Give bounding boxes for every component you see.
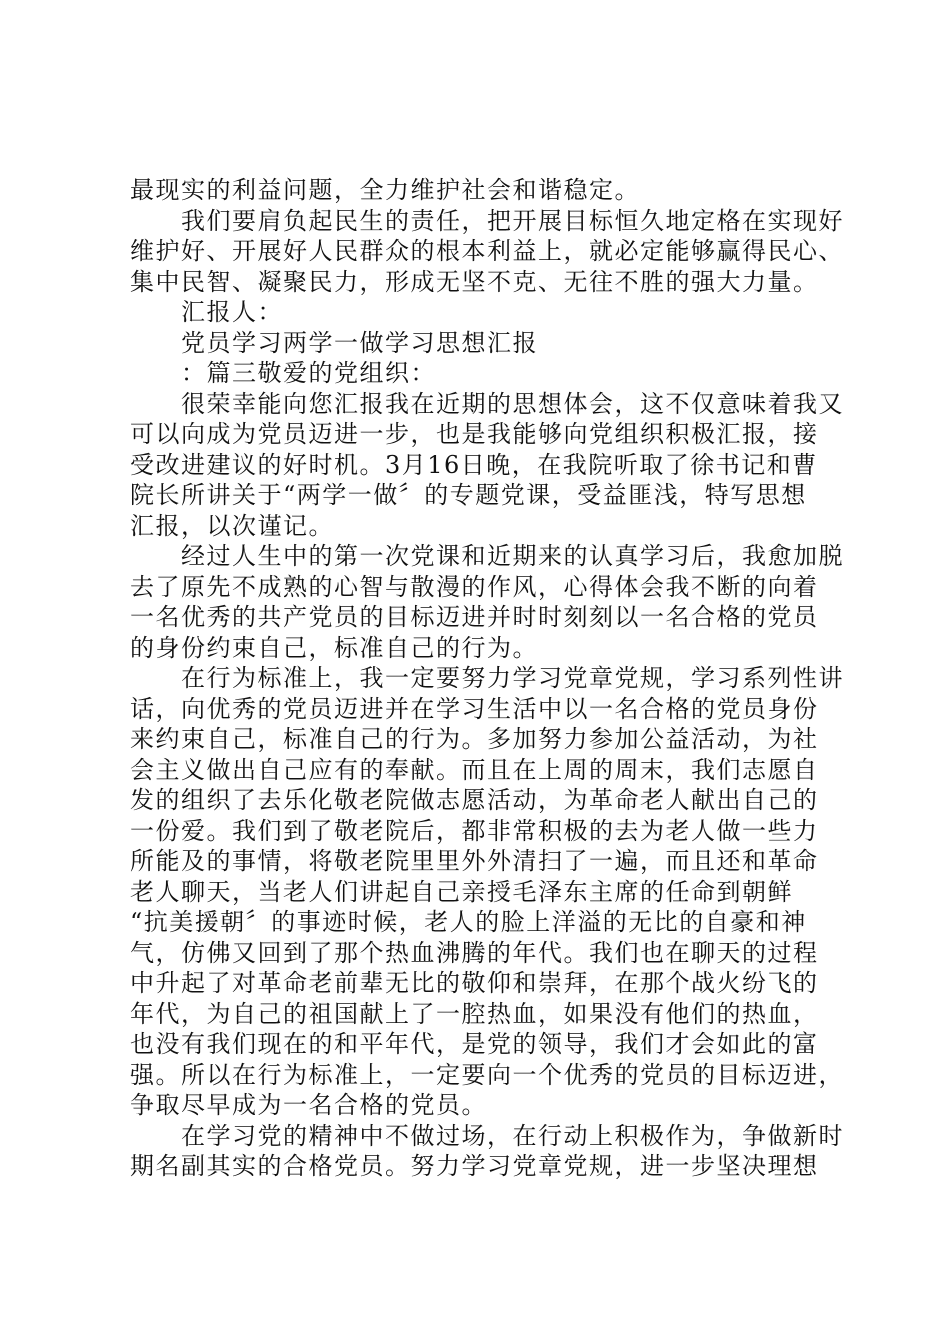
- section-title: [130, 328, 890, 359]
- text-line: 在学习党的精神中不做过场，在行动上积极作为，争做新时: [181, 1121, 844, 1150]
- text-line: “抗美援朝〞的事迹时候，老人的脸上洋溢的无比的自豪和神: [130, 908, 807, 936]
- paragraph: [130, 175, 890, 206]
- text-line: 中升起了对革命老前辈无比的敬仰和崇拜，在那个战火纷飞的: [130, 969, 819, 997]
- text-line: 集中民智、凝聚民力，形成无坚不克、无往不胜的强大力量。: [130, 267, 819, 296]
- text-line: 在行为标准上，我一定要努力学习党章党规，学习系列性讲: [181, 664, 844, 692]
- text-line: 来约束自己，标准自己的行为。多加努力参加公益活动，为社: [130, 725, 819, 753]
- text-line: 发的组织了去乐化敬老院做志愿活动，为革命老人献出自己的: [130, 786, 819, 814]
- text-line: 维护好、开展好人民群众的根本利益上，就必定能够赢得民心、: [130, 237, 844, 265]
- paragraph: [130, 1121, 890, 1182]
- text-line: 汇报人：: [181, 298, 283, 326]
- text-line: 汇报，以次谨记。: [130, 511, 334, 540]
- text-line: ：篇三敬爱的党组织：: [181, 359, 436, 387]
- text-line: 一份爱。我们到了敬老院后，都非常积极的去为老人做一些力: [130, 816, 819, 845]
- text-line: 受改进建议的好时机。3月16日晚，在我院听取了徐书记和曹: [130, 450, 818, 479]
- text-line: 所能及的事情，将敬老院里里外外清扫了一遍，而且还和革命: [130, 847, 819, 875]
- salutation: [130, 358, 890, 389]
- text-line: 去了原先不成熟的心智与散漫的作风，心得体会我不断的向着: [130, 572, 819, 601]
- text-line: 老人聊天，当老人们讲起自己亲授毛泽东主席的任命到朝鲜: [130, 877, 793, 906]
- text-line: 最现实的利益问题，全力维护社会和谐稳定。: [130, 176, 640, 204]
- text-line: 很荣幸能向您汇报我在近期的思想体会，这不仅意味着我又: [181, 389, 844, 418]
- paragraph: [130, 663, 890, 1121]
- text-line: 经过人生中的第一次党课和近期来的认真学习后，我愈加脱: [181, 542, 844, 570]
- text-line: 也没有我们现在的和平年代，是党的领导，我们才会如此的富: [130, 1030, 819, 1058]
- text-line: 争取尽早成为一名合格的党员。: [130, 1091, 487, 1119]
- paragraph: [130, 206, 890, 298]
- text-line: 的身份约束自己，标准自己的行为。: [130, 633, 538, 662]
- text-line: 年代，为自己的祖国献上了一腔热血，如果没有他们的热血，: [130, 999, 819, 1028]
- text-line: 可以向成为党员迈进一步，也是我能够向党组织积极汇报，接: [130, 420, 819, 448]
- text-line: 院长所讲关于“两学一做〞的专题党课，受益匪浅，特写思想: [130, 481, 807, 509]
- paragraph: [130, 389, 890, 542]
- text-line: 一名优秀的共产党员的目标迈进并时时刻刻以一名合格的党员: [130, 603, 819, 631]
- text-line: 气，仿佛又回到了那个热血沸腾的年代。我们也在聊天的过程: [130, 938, 819, 967]
- text-line: 会主义做出自己应有的奉献。而且在上周的周末，我们志愿自: [130, 755, 819, 784]
- text-line: 期名副其实的合格党员。努力学习党章党规，进一步坚决理想: [130, 1152, 819, 1180]
- text-line: 强。所以在行为标准上，一定要向一个优秀的党员的目标迈进，: [130, 1060, 844, 1089]
- paragraph: [130, 541, 890, 663]
- text-line: 话，向优秀的党员迈进并在学习生活中以一名合格的党员身份: [130, 694, 819, 723]
- text-line: 党员学习两学一做学习思想汇报: [181, 328, 538, 357]
- reporter-line: [130, 297, 890, 328]
- text-body: [130, 175, 890, 1182]
- text-line: 我们要肩负起民生的责任，把开展目标恒久地定格在实现好: [181, 206, 844, 235]
